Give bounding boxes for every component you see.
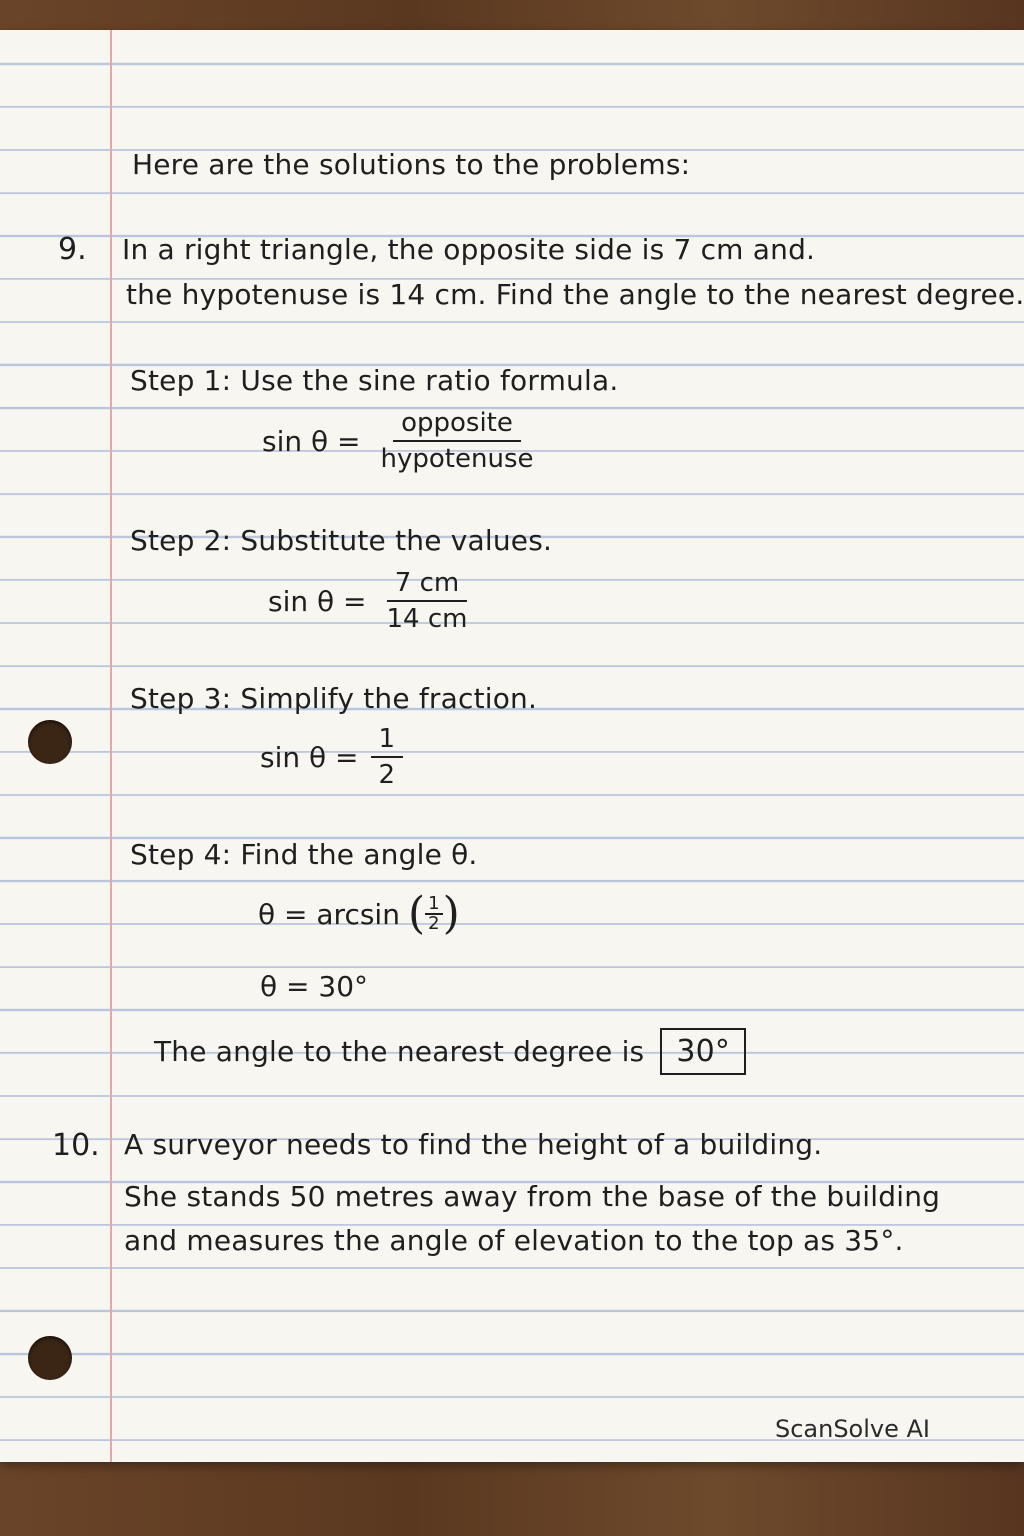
notebook-page [0,30,1024,1462]
step-1-numerator: opposite [393,408,521,442]
right-paren: ) [442,888,460,939]
step-1-lhs: sin θ = [262,424,361,458]
step-1-label: Step 1: Use the sine ratio formula. [130,364,619,397]
step-2-fraction [379,568,476,634]
left-paren: ( [407,888,426,939]
step-3-numerator: 1 [371,724,404,758]
problem-10-number: 10. [52,1128,100,1163]
problem-9-number: 9. [58,232,87,267]
conclusion-text: The angle to the nearest degree is [154,1035,645,1068]
step-2-equation [268,568,476,634]
step-4-equation-2: θ = 30° [260,970,369,1003]
problem-9-line-2: the hypotenuse is 14 cm. Find the angle to the nearest degree. [126,278,1024,311]
step-4-lhs: θ = arcsin [258,897,400,931]
step-4-equation-1 [258,888,460,939]
step-2-denominator: 14 cm [386,604,468,634]
step-1-equation [262,408,541,474]
brand-watermark: ScanSolve AI [774,1415,930,1443]
step-4-fraction [425,895,442,933]
step-4-denominator: 2 [428,913,440,934]
step-2-label: Step 2: Substitute the values. [130,524,553,557]
conclusion-line [154,1028,746,1075]
step-2-numerator: 7 cm [387,568,467,602]
problem-10-line-2: She stands 50 metres away from the base of the building [124,1180,941,1213]
problem-10-line-1: A surveyor needs to find the height of a building. [124,1128,823,1161]
problem-9-line-1: In a right triangle, the opposite side is 7 cm and. [122,233,816,266]
punch-hole-upper [28,720,72,764]
intro-text: Here are the solutions to the problems: [132,148,691,181]
step-1-denominator: hypotenuse [380,444,534,474]
margin-line [110,30,112,1462]
step-3-denominator: 2 [378,760,396,790]
step-1-fraction [373,408,542,474]
step-3-lhs: sin θ = [260,740,359,774]
step-3-equation [260,724,403,790]
step-4-numerator: 1 [425,895,442,915]
step-2-lhs: sin θ = [268,584,367,618]
step-3-label: Step 3: Simplify the fraction. [130,682,538,715]
punch-hole-lower [28,1336,72,1380]
problem-10-line-3: and measures the angle of elevation to the top as 35°. [124,1224,904,1257]
answer-box: 30° [660,1028,746,1075]
step-4-label: Step 4: Find the angle θ. [130,838,478,871]
step-3-fraction [371,724,404,790]
